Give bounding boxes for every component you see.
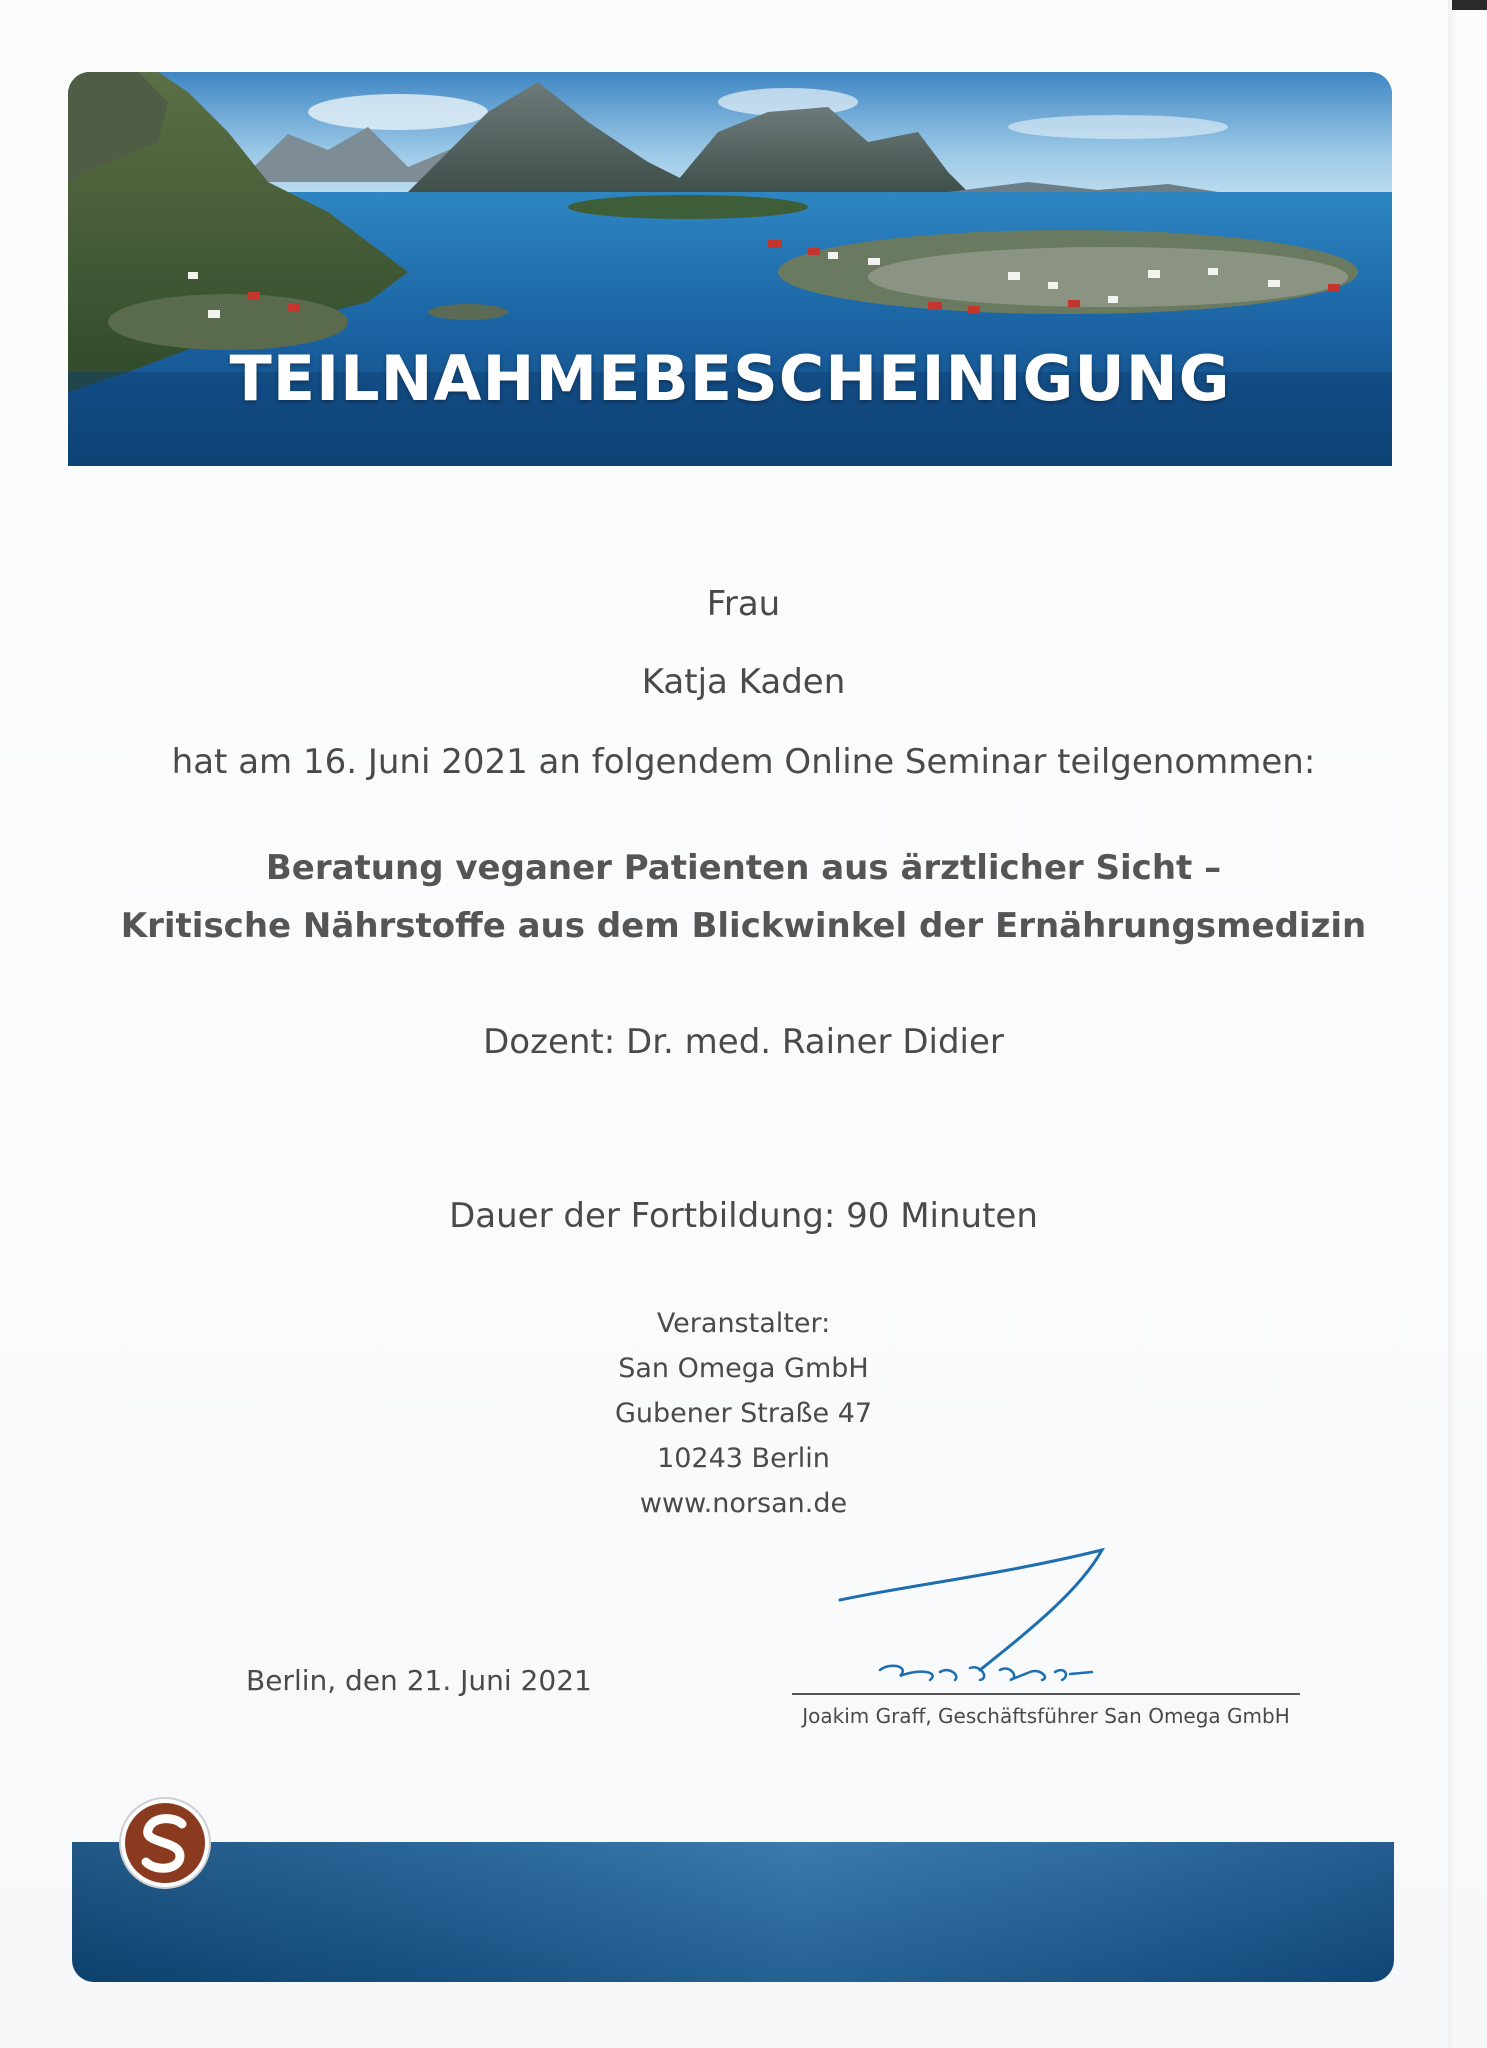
training-duration: Dauer der Fortbildung: 90 Minuten xyxy=(449,1196,1038,1236)
organizer-street: Gubener Straße 47 xyxy=(614,1398,873,1429)
scan-corner-artifact xyxy=(1452,0,1487,10)
salutation: Frau xyxy=(706,584,781,624)
signature-line xyxy=(792,1693,1300,1695)
organizer-website: www.norsan.de xyxy=(639,1488,848,1519)
organizer-city: 10243 Berlin xyxy=(657,1443,830,1474)
san-omega-logo-icon xyxy=(118,1796,212,1890)
place-and-date: Berlin, den 21. Juni 2021 xyxy=(246,1664,592,1697)
seminar-title-line2: Kritische Nährstoffe aus dem Blickwinkel der Ernährungsmedizin xyxy=(120,906,1367,946)
participation-statement: hat am 16. Juni 2021 an folgendem Online Seminar teilgenommen: xyxy=(171,742,1316,782)
organizer-name: San Omega GmbH xyxy=(618,1353,869,1384)
certificate-title: TEILNAHMEBESCHEINIGUNG xyxy=(229,342,1231,415)
signer-caption: Joakim Graff, Geschäftsführer San Omega GmbH xyxy=(802,1704,1290,1728)
participant-name: Katja Kaden xyxy=(641,662,846,702)
lecturer: Dozent: Dr. med. Rainer Didier xyxy=(483,1022,1004,1062)
seminar-title-line1: Beratung veganer Patienten aus ärztlicher Sicht – xyxy=(265,848,1222,888)
organizer-label: Veranstalter: xyxy=(656,1308,831,1339)
footer-band xyxy=(72,1842,1394,1982)
handwritten-signature xyxy=(830,1540,1160,1700)
header-banner xyxy=(68,72,1392,466)
